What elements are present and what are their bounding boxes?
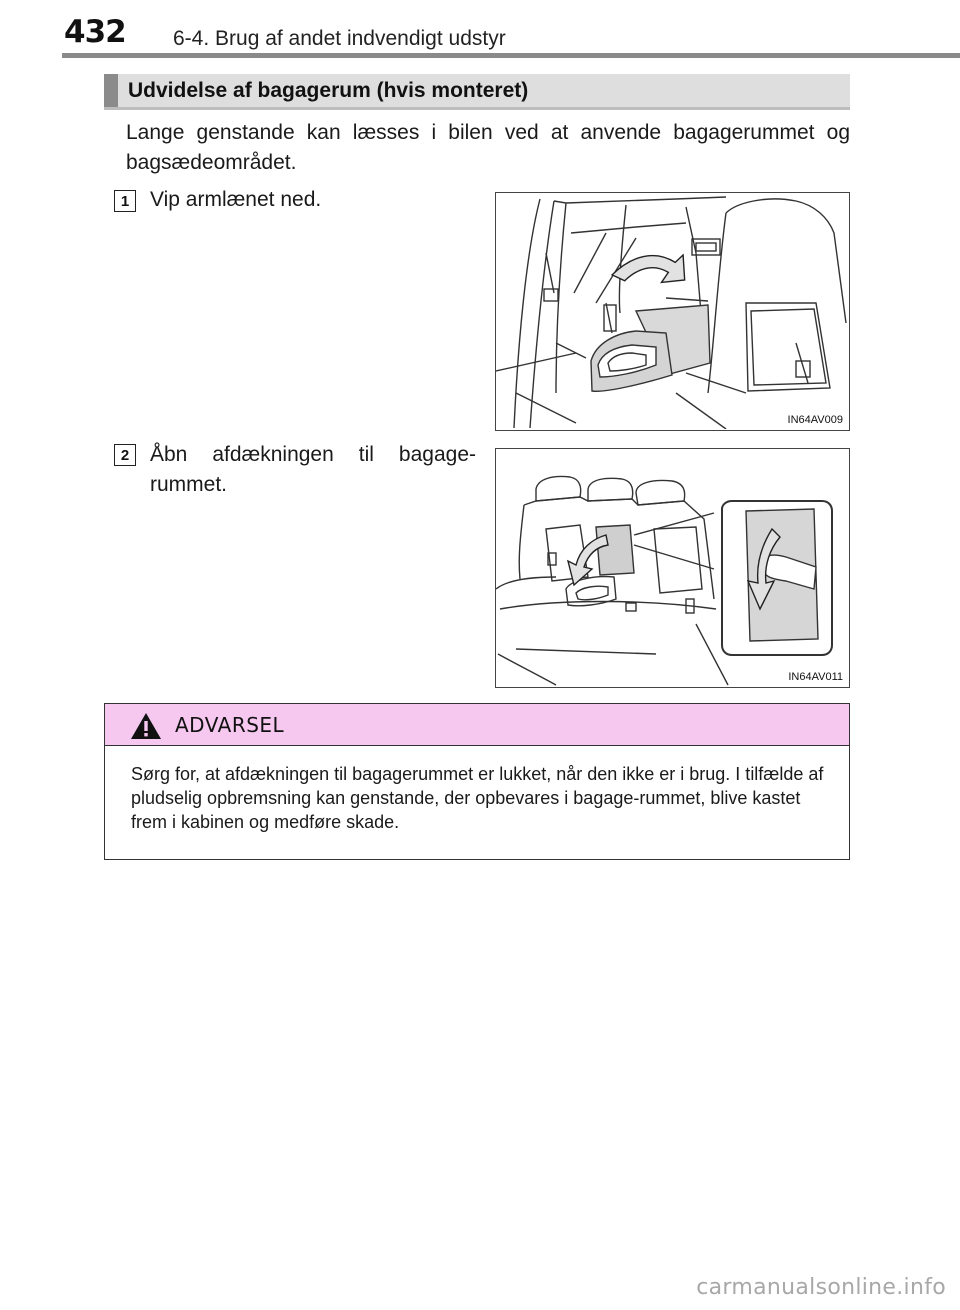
- warning-body: Sørg for, at afdækningen til bagagerummet er lukket, når den ikke er i brug. I tilfælde af pludselig opbremsning kan genstande, der opbevares i bagage-rummet, blive kastet frem i kabinen og medføre skade.: [131, 764, 824, 832]
- figure-trunk-cover: [495, 448, 850, 688]
- figure-code-2: IN64AV011: [788, 671, 843, 683]
- step-text-1: Vip armlænet ned.: [150, 188, 322, 211]
- header-rule: [62, 53, 960, 58]
- warning-header: [105, 704, 849, 746]
- warning-box: [104, 703, 850, 860]
- chapter-title: 6-4. Brug af andet indvendigt udstyr: [173, 27, 506, 50]
- step-number-2: 2: [114, 444, 136, 466]
- warning-title: ADVARSEL: [175, 713, 285, 737]
- figure-armrest: [495, 192, 850, 431]
- step-number-1: 1: [114, 190, 136, 212]
- armrest-illustration: [496, 193, 848, 429]
- page-number: 432: [64, 14, 126, 50]
- section-heading-text: Udvidelse af bagagerum (hvis monteret): [128, 78, 529, 102]
- watermark: carmanualsonline.info: [696, 1275, 946, 1300]
- intro-paragraph: Lange genstande kan læsses i bilen ved at anvende bagagerummet og bagsædeområdet.: [126, 121, 850, 174]
- trunk-cover-illustration: [496, 449, 848, 686]
- figure-code-1: IN64AV009: [787, 414, 843, 426]
- section-heading: [104, 74, 850, 107]
- step-text-2: Åbn afdækningen til bagage-rummet.: [150, 443, 476, 496]
- warning-triangle-icon: [129, 711, 163, 741]
